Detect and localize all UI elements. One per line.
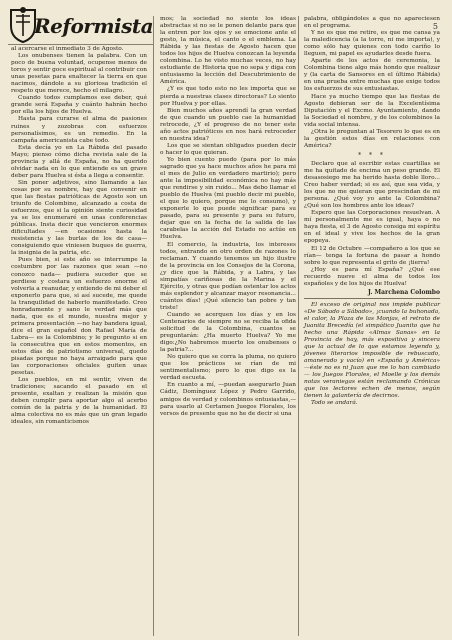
column-2 <box>160 16 296 418</box>
paragraph: En cuanto a mí, —puedan asegurarlo Juan Cádiz, Domínguez López y Pedro Garrido, amigos de verdad y colombinos entusiastas,— para usarlo al Certamen Juegos Florales, los versos de presente que no he de decir si una <box>160 382 296 417</box>
paragraph: Esta decía yo en La Rábida del pasado Mayo; pienso cómo dicha revista sale de la provincia y allá de España, no ha querido olvidar nada en lo que entiende es un grave deber para Huelva si ésta a llega a consentir. <box>11 144 147 179</box>
paragraph: Los pueblos, en mi sentir, viven de tradiciones; sacando el pasado en el presente, exaltan y realizan la misión que deben cumplir para aportar algo al acerbo común de la patria y de la humanidad. El alma colectiva no es más que un gran legado ideales, sin romanticismos <box>11 377 147 426</box>
paragraph: Bien muchos años aprendí la gran verdad de que cuando un pueblo cae la humanidad retrocede, ¿Y el progreso de no tener este año actos patrióticos en nos hará retroceder en nuestra idea? <box>160 107 296 142</box>
paragraph: Hasta para curarse el alma de pasiones ruines y zozobras con esfuerzos personalísimos, es un remedio. En la campaña americanista cabe todo. <box>11 116 147 144</box>
paragraph: Aparte de los actos de ceremonia, la Colombina tiene algo más hondo que realizar y (la carta de Sansores en el último Rábida) en una prueba entre muchas que exige todos los esfuerzos de sus entusiastas. <box>304 58 440 93</box>
column-1 <box>11 46 147 427</box>
page-number: 5 <box>432 22 438 31</box>
paragraph: Yo bien cuento puedo (para por lo más sagrado que ya hace muchos años he para mi el mes de Julio en verdadero martirio); pero ante la imposibilidad económica no hay más que rendirse y sin ruido... Mas debo llamar el pueblo de Huelva (mi pueblo decir mi pueblo, el que lo quiero, porque me lo consumo), y exponerle lo que puede significar para su pasado, para su presente y para su futuro, dejar que en la fecha de la salida de las carabelas la acción del Estado no actúe en Huelva. <box>160 156 296 241</box>
paragraph: Los que se sientan obligados pueden decir o hacer lo que quieran. <box>160 142 296 156</box>
paragraph: No quiero que se corra la pluma, no quiero que los prácticos se rían de mi sentimentalismo; pero lo que digo es la verdad escueta. <box>160 354 296 382</box>
paragraph: Y no es que me retire, es que me cansa ya la maledicencia (a la torre, ni me importa), y como sólo hay quienes con todo cariño lo lleguen, mi papel es ayudarles desde fuera. <box>304 30 440 58</box>
masthead-rule <box>8 44 154 45</box>
paragraph: Hace ya mucho tiempo que las fiestas de Agosto debieran ser de la Excelentísima Diputación y el Excmo. Ayuntamiento, dando la Sociedad el nombre, y de los colombinos la vida social intensa. <box>304 93 440 128</box>
paragraph: ¿Otra le preguntan al Tesorero lo que es en la gestión estos días en relaciones con América? <box>304 128 440 149</box>
author-signature: J. Marchena Colombo <box>367 288 440 296</box>
paragraph: El exceso de original nos impide publicar «De Sábado a Sábado», ¡cuando la buhonada, el calor, la Plaza de las Monjas, el retrato de Juanita Brecedía (el simpático Juanito que ha hecho una Rápida «Almas Sanas» en la Provincia de hay, más expositiva y sincera que la actual de lo que estamos leyendo y, jóvenes literarios imposible de rebuscado, amanerado y vacío) en «España y América» —éste no es ni Juan que me lo han cambiado— los Juegos Florales, el Moelle y los demás notas veraniegas están reclamando Crónicas que los lectores echen de menos, según tienen la galantería de decirnos. <box>304 301 440 400</box>
paragraph: Los onubenses tienen la palabra. Con un poco de buena voluntad, ocupense menos de toros y sentir goce espiritual al contribuir con unas pesetas para enaltecer la tierra en que nacimos, dándole a su gloriosa tradición el respeto que merece, hecho el milagro. <box>11 53 147 95</box>
section-separator: * * * <box>358 151 386 159</box>
editorial-note <box>304 302 440 408</box>
paragraph: Declaro que al escribir estas cuartillas se me ha quitado de encima un peso grande. El desasosiego me ha herido hasta doble lloro... Creo haber verdad; si es así, que sea vida, y los que no me quieran que prescindan de mi persona. ¿Qué voy yo ante la Colombina? ¿Qué son los hombres ante los ideas? <box>304 160 440 210</box>
paragraph: ¿Hoy es para mí España? ¿Qué ese recuerdo nueve el alma de todos los españoles y de los hijos de Huelva! <box>304 266 440 287</box>
paragraph: Pues bien, si este año se interrumpe la costumbre por las razones que sean —no conozco nada— pudiera suceder que se perdiese y costara un esfuerzo enorme el volverla a reanudar, y entiendo de mi deber el exponerlo para que, si así sucede, me quede la tranquilidad de haberlo manifestado. Creo honradamente y sano le verdad más que nada, que es el mundo, nuestra mejor y primera presentación —no hay bandera igual, dice el gran español don Rafael María de Labra— es la Colombino; y le pregunto si en la consecutiva que en estos momentos, en estos días de patriotismo universal, quedo pisadas porque no haya arraigado para que las corporaciones oficiales guiten unas pesetas. <box>11 257 147 377</box>
masthead-title: Reformista <box>34 14 154 38</box>
paragraph: Todo se andará. <box>311 400 358 407</box>
column-rule-1 <box>153 16 154 636</box>
paragraph: Cuando todos cumplamos ese deber, qué grande será España y cuánto habrán hecho por ella los hijos de Huelva. <box>11 95 147 116</box>
paragraph: mos; la sociedad no siente los ideas abstractas si no se le ponen delante para que la entren por los ojos y se emocione ante el gesto, la música, el canto o el emblema. La Rábida y las fiestas de Agosto hacen que todos los hijos de Huelva conozcan la leyenda colombina. Lo he visto muchas veces, no hay estudiante de Historia que no sepa y diga con entusiasmo la lección del Descubrimiento de América. <box>160 16 296 86</box>
paragraph: Espero que las Corporaciones resuelvan. A mí personalmente me es igual, haya o no haya fiesta, el 3 de Agosto consiga mi espíritu en el ideal y vive los hechos de la gran epopeya. <box>304 210 440 245</box>
column-rule-2 <box>298 16 299 636</box>
paragraph: palabra, obligándoles a que no apareciesen en el programa. <box>304 16 440 30</box>
paragraph: al acercarse el inmediato 3 de Agosto. <box>11 46 124 52</box>
paragraph: El 12 de Octubre —compañero a los que se rían— tenga la fortuna de pasar a hondo sobre lo que representa el grito de ¡tierra! <box>304 245 440 266</box>
divider <box>304 298 440 299</box>
paragraph: ¿Y es que todo esto no les importa que se pierda a nuestras clases directoras? Lo siento por Huelva y por ellas. <box>160 86 296 107</box>
column-3 <box>304 16 440 408</box>
paragraph: El comercio, la industria, los intereses todos, entrando en otro orden de razones lo reclaman. Y cuando tenemos un hijo ilustre de la provincia en los Consejos de la Corona, ¿y dice que la Rábida, y a Labra, y las simpatías cariñosas de la Marina y el Ejército, y otras que podían ostentar los actos más esplendor y alcanzar mayor resonancia... cuántos días! ¡Qué silencio tan pobre y tan triste! <box>160 241 296 311</box>
paragraph: Sin poner adjetivos, sino llamando a las cosas por su nombre, hay que convenir en que las fiestas patrióticas de Agosto son un triunfo de Colombino, alcanzado a costa de esfuerzos, que si la opinión siente curiosidad ya se los enumeraré en unas conferencias públicas. Insta decir que vencieron enormes dificultades —en ocasiones hasta la resistencia y las burlas de los de casa— consiguiendo que viniesen buques de guerra, la insignia de la patria, etc. <box>11 179 147 257</box>
paragraph: Cuando se acerquen los días y en los Centenarios de siempre no se reciba la ofida solicitud de la Colombina, cuantos se preguntarán: ¿Ha muerto Huelva? Yo me digo:¿No habremos muerto los onubenses o la patria?... <box>160 311 296 354</box>
